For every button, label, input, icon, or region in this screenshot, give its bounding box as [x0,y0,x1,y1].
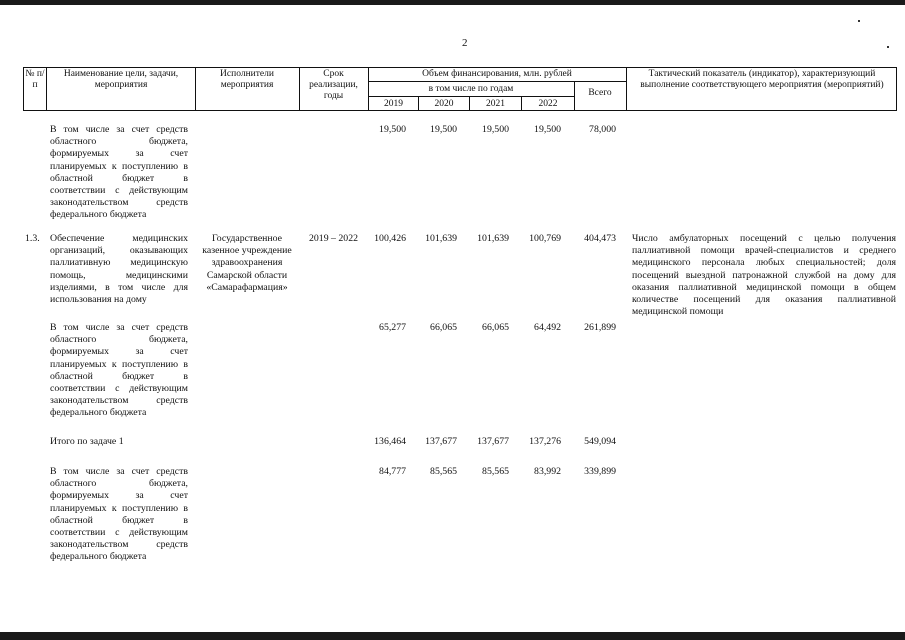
row-3-value-2022: 64,492 [534,322,561,333]
header-year-2019: 2019 [384,99,403,109]
header-funding: Объем финансирования, млн. рублей [422,69,572,79]
row-5-name: В том числе за счет средств областного бюджета, формируемых за счет планируемых к поступлению в областной бюджет в соответствии с действующим законодательством средств федерального бюджета [50,466,188,563]
top-scan-border [0,0,905,5]
row-1-name: В том числе за счет средств областного бюджета, формируемых за счет планируемых к поступлению в областной бюджет в соответствии с действующим законодательством средств федерального бюджета [50,124,188,221]
header-year-2020: 2020 [434,99,454,109]
row-2-value-2021: 101,639 [477,233,509,244]
row-2-total: 404,473 [584,233,616,244]
row-2-indicator: Число амбулаторных посещений с целью получения паллиативной помощи врачей-специалистов и среднего медицинского персонала любых специальностей; доля посещений выездной патронажной службой на дому для оказания паллиативной медицинской помощи в общем количестве посещений для оказания паллиативной медицинской помощи [632,233,896,318]
header-executor: Исполнители мероприятия [220,69,274,90]
row-3-total: 261,899 [584,322,616,333]
row-2-name: Обеспечение медицинских организаций, оказывающих паллиативную медицинскую помощь, медицинскими изделиями, в том числе для использования на дому [50,233,188,306]
row-2-value-2019: 100,426 [374,233,406,244]
header-no: № п/п [25,69,45,90]
row-2-term: 2019 – 2022 [309,233,358,244]
scan-speck [887,46,889,48]
row-3-value-2021: 66,065 [482,322,509,333]
row-4-value-2022: 137,276 [529,436,561,447]
row-4-value-2020: 137,677 [425,436,457,447]
row-5-total: 339,899 [584,466,616,477]
row-4-name: Итого по задаче 1 [50,436,124,447]
scan-speck [858,20,860,22]
row-3-value-2019: 65,277 [379,322,406,333]
row-4-value-2021: 137,677 [477,436,509,447]
row-2-executor: Государственное казенное учреждение здравоохранения Самарской области «Самарафармация» [202,233,292,293]
row-1-value-2019: 19,500 [379,124,406,135]
header-term: Срок реализации, годы [309,69,358,101]
row-3-value-2020: 66,065 [430,322,457,333]
page-number: 2 [462,37,468,49]
row-2-value-2022: 100,769 [529,233,561,244]
row-1-value-2021: 19,500 [482,124,509,135]
row-4-total: 549,094 [584,436,616,447]
row-4-value-2019: 136,464 [374,436,406,447]
header-year-2022: 2022 [538,99,558,109]
header-indicator: Тактический показатель (индикатор), характеризующий выполнение соответствующего мероприятия (мероприятий) [640,69,884,90]
row-1-value-2022: 19,500 [534,124,561,135]
row-1-value-2020: 19,500 [430,124,457,135]
row-5-value-2019: 84,777 [379,466,406,477]
row-5-value-2022: 83,992 [534,466,561,477]
row-5-value-2020: 85,565 [430,466,457,477]
row-2-no: 1.3. [25,233,40,244]
header-name: Наименование цели, задачи, мероприятия [63,69,179,90]
bottom-scan-border [0,632,905,640]
row-3-name: В том числе за счет средств областного бюджета, формируемых за счет планируемых к поступлению в областной бюджет в соответствии с действующим законодательством средств федерального бюджета [50,322,188,419]
row-1-total: 78,000 [589,124,616,135]
row-2-value-2020: 101,639 [425,233,457,244]
row-5-value-2021: 85,565 [482,466,509,477]
header-by-years: в том числе по годам [428,84,514,94]
header-total: Всего [588,88,612,98]
header-year-2021: 2021 [486,99,505,109]
